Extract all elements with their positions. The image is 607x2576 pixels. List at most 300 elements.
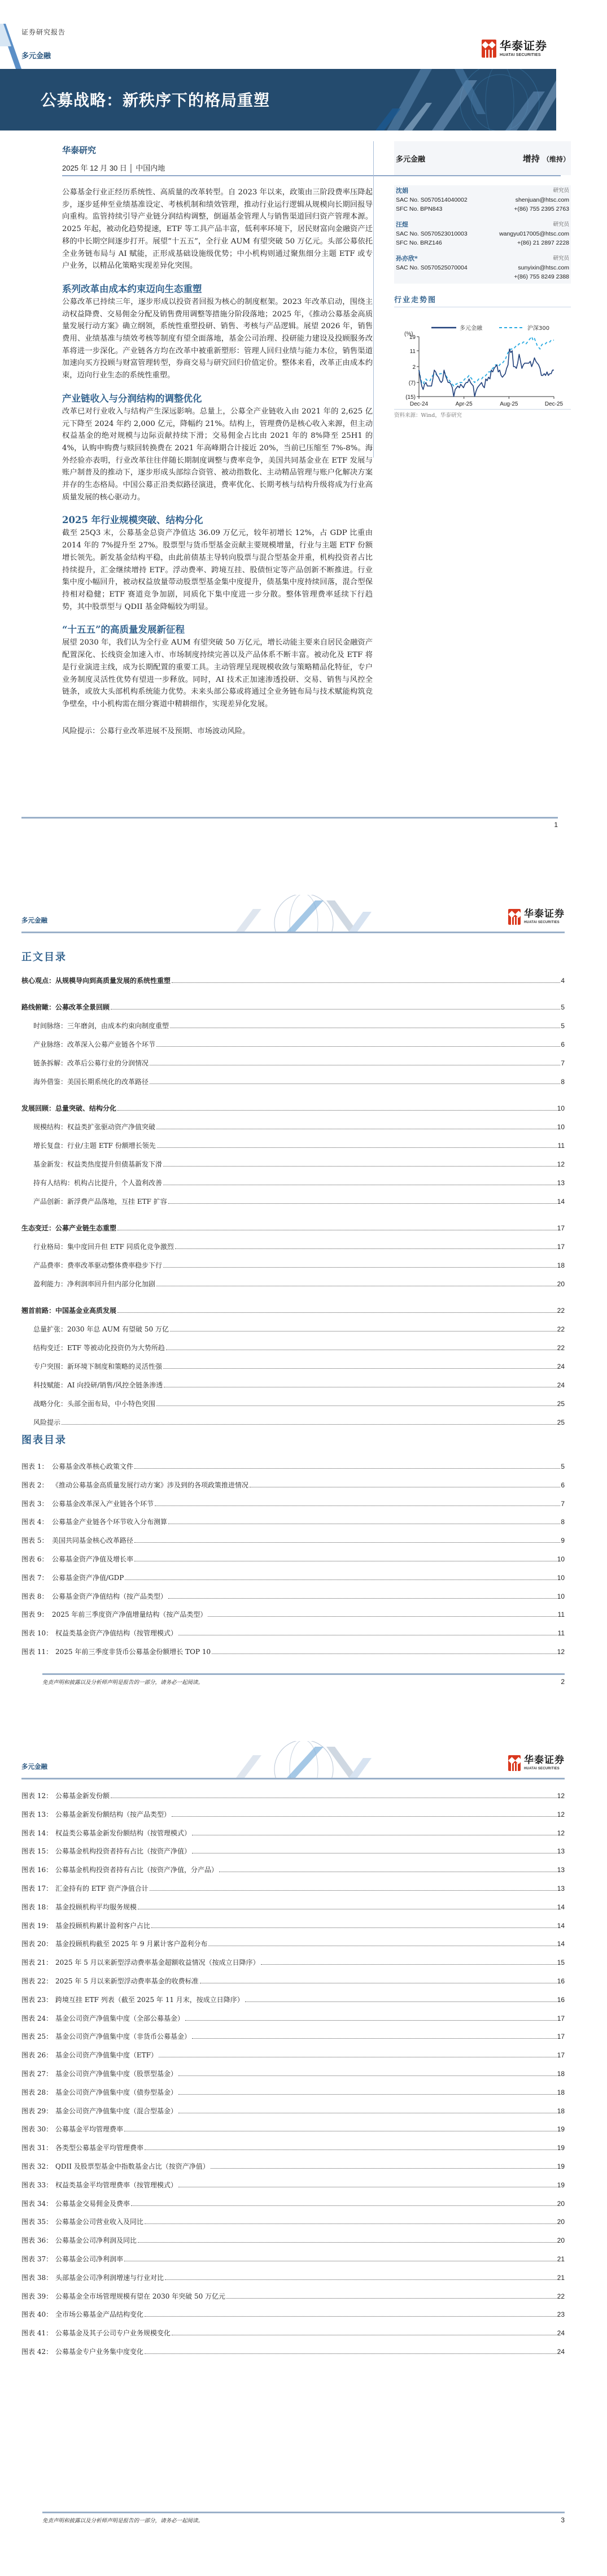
figure-page-number: 21 [557, 2255, 565, 2263]
figure-page-number: 10 [557, 1573, 565, 1582]
toc-entry-title: 产品创新：新浮费产品落地，互挂 ETF 扩容 [33, 1198, 167, 1206]
toc-page-number: 17 [557, 1224, 565, 1232]
figure-toc-link[interactable] [21, 2324, 565, 2343]
figure-toc-link[interactable] [21, 1879, 565, 1898]
toc-leader-dots [245, 2001, 557, 2002]
figure-title: 公募基金资产净值/GDP [52, 1573, 124, 1582]
toc-leader-dots [125, 1579, 556, 1580]
rating-text: 增持 [522, 153, 540, 164]
toc-chapter-link[interactable] [21, 1302, 565, 1320]
figure-title: 公募基金新发份额 [55, 1792, 110, 1800]
figure-toc-link[interactable] [21, 2250, 565, 2269]
toc-leader-dots [62, 1424, 557, 1425]
toc-section-link[interactable] [21, 1073, 565, 1091]
analyst-phone: +(86) 755 8249 2388 [514, 273, 569, 280]
footer-divider [42, 1673, 565, 1675]
figure-page-number: 18 [557, 2088, 565, 2096]
figure-toc-link[interactable] [21, 1935, 565, 1953]
toc-leader-dots [165, 2279, 557, 2280]
toc-leader-dots [151, 1927, 557, 1928]
figure-title: QDII 及股票型基金中指数基金占比（按资产净值） [55, 2162, 209, 2170]
figure-label: 图表 8： [21, 1592, 49, 1600]
figure-title: 权益类公募基金新发份额结构（按管理模式） [55, 1829, 191, 1837]
figure-toc-link[interactable] [21, 1569, 565, 1587]
analyst-phone: +(86) 755 2395 2763 [514, 206, 569, 212]
toc-chapter-link[interactable] [21, 972, 565, 990]
y-tick-label: 2 [412, 364, 416, 371]
figure-label: 图表 38： [21, 2273, 53, 2282]
figure-label: 图表 32： [21, 2162, 53, 2170]
toc-section-link[interactable] [21, 1256, 565, 1275]
toc-leader-dots [134, 1468, 560, 1469]
figure-toc-link[interactable] [21, 2231, 565, 2250]
figure-page-number: 19 [557, 2162, 565, 2170]
toc-page-number: 6 [561, 1041, 565, 1048]
page-number: 2 [561, 1678, 565, 1686]
section-body: 改革已对行业收入与结构产生深远影响。总量上，公募全产业链收入由 2021 年的 2,625 亿元下降至 2024 年约 2,000 亿元，降幅约 21%。结构上，管理费仍是核心收入来源，但主动权益基金的绝对规模与边际贡献持续下滑；交易佣金占比由 2021 年的 8%降至 25H1 的 4%，认购申购费与赎回转换费在 2021 年高峰期合计接近 20%，当前已压缩至 7%-8%。海外经验亦表明，行业改革往往伴随长期制度调整与费率竞争，美国共同基金业在 ETF 发展与账户制普及的推动下，逐步形成头部综合资管、被动指数化、主动精品管理与账户化解决方案并存的生态格局。中国公募正沿类似路径演进，费率优化、长期考核与结构升级将成为行业高质量发展的核心驱动力。 [62, 407, 373, 502]
figure-page-number: 12 [557, 1647, 565, 1656]
figure-label: 图表 29： [21, 2107, 53, 2115]
figure-label: 图表 40： [21, 2310, 53, 2319]
corner-stripe-decoration [0, 24, 23, 69]
figure-title: 基金公司资产净值集中度（股票型基金） [55, 2069, 178, 2078]
figure-label: 图表 15： [21, 1847, 53, 1856]
analyst-sac: SAC No. S0570514040002 [396, 197, 468, 203]
toc-leader-dots [117, 1312, 557, 1313]
figure-label: 图表 21： [21, 1959, 53, 1967]
figure-toc-link[interactable] [21, 2065, 565, 2083]
section-body: 展望 2030 年，我们认为全行业 AUM 有望突破 50 万亿元，增长动能主要来自居民金融资产配置深化、长线资金加速入市、市场制度持续完善以及产品体系不断丰富。被动化及 ETF 将是行业演进主线，成为长期配置的重要工具。主动管理呈现规模收敛与策略精品化特征，专户业务制度灵活性优势有望进一步释放。同时，AI 技术正加速渗透投研、交易、销售与风控全链条，或放大头部机构系统能力优势。未来头部公募或将通过全业务链布局与技术赋能构筑竞争壁垒，中小机构需在细分赛道中精耕细作，实现差异化发展。 [62, 638, 373, 708]
figure-label: 图表 28： [21, 2088, 53, 2096]
footer-divider [42, 2512, 565, 2513]
figure-toc-link[interactable] [21, 2102, 565, 2121]
toc-leader-dots [145, 2223, 557, 2224]
figure-toc-link[interactable] [21, 2046, 565, 2065]
figure-label: 图表 35： [21, 2218, 53, 2226]
figure-title: 公募基金专户业务集中度变化 [55, 2347, 144, 2356]
figure-title: 公募基金及其子公司专户业务规模变化 [55, 2329, 171, 2338]
analyst-email[interactable]: shenjuan@htsc.com [515, 197, 569, 203]
report-title: 公募战略：新秩序下的格局重塑 [41, 91, 270, 110]
toc-section-link[interactable] [21, 1413, 565, 1432]
section-heading: 2025 年行业规模突破、结构分化 [62, 515, 203, 526]
research-org: 华泰研究 [62, 145, 97, 155]
toc-leader-dots [211, 2168, 557, 2169]
figure-title: 基金公司资产净值集中度（债券型基金） [55, 2088, 178, 2096]
figure-label: 图表 27： [21, 2069, 53, 2078]
toc-page-number: 20 [557, 1280, 565, 1288]
toc-leader-dots [156, 1046, 560, 1047]
huatai-logo-icon [482, 40, 496, 58]
footer-disclaimer: 免责声明和披露以及分析师声明是报告的一部分，请务必一起阅读。 [42, 1679, 204, 1686]
figures-toc-list [21, 1787, 565, 2361]
toc-entry-title: 风险提示 [33, 1418, 61, 1426]
toc-page-number: 7 [561, 1059, 565, 1067]
figure-toc-link[interactable] [21, 2009, 565, 2028]
toc-entry-title: 专户突围：新环境下制度和策略的灵活性强 [33, 1363, 163, 1370]
toc-section-link[interactable] [21, 1017, 565, 1035]
banner-decoration [263, 69, 556, 130]
header-globe-decoration [236, 895, 394, 932]
trend-chart-svg [394, 307, 571, 409]
figure-page-number: 14 [557, 1921, 565, 1930]
toc-page-number: 24 [557, 1363, 565, 1370]
figure-toc-link[interactable] [21, 1787, 565, 1805]
toc-page-number: 18 [557, 1261, 565, 1269]
huatai-logo [482, 40, 547, 58]
figure-title: 各类型公募基金平均管理费率 [55, 2144, 144, 2152]
figure-toc-link[interactable] [21, 2157, 565, 2176]
figure-toc-link[interactable] [21, 1917, 565, 1935]
toc-leader-dots [145, 2353, 557, 2354]
figure-title: 权益类基金平均管理费率（按管理模式） [55, 2181, 178, 2189]
huatai-logo [508, 909, 565, 925]
figure-toc-link[interactable] [21, 1824, 565, 1843]
figure-page-number: 18 [557, 2107, 565, 2115]
figure-toc-link[interactable] [21, 1898, 565, 1917]
figure-title: 跨境互挂 ETF 列表（截至 2025 年 11 月末，按成立日降序） [55, 1995, 244, 2004]
rating-value [523, 153, 570, 164]
figure-toc-link[interactable] [21, 2269, 565, 2287]
toc-page-number: 10 [557, 1104, 565, 1112]
toc-section-link[interactable] [21, 1118, 565, 1137]
figure-title: 基金公司资产净值集中度（ETF） [55, 2051, 158, 2060]
toc-entry-title: 海外借鉴：美国长期系统化的改革路径 [33, 1078, 149, 1086]
analyst-card [396, 186, 569, 214]
figure-toc-link[interactable] [21, 1550, 565, 1569]
figure-title: 美国共同基金核心改革路径 [52, 1537, 134, 1545]
figure-page-number: 7 [561, 1499, 565, 1508]
y-axis-label: (%) [404, 331, 413, 337]
figure-toc-link[interactable] [21, 2287, 565, 2306]
figure-page-number: 15 [557, 1959, 565, 1967]
analyst-sac: SAC No. S0570525070004 [396, 264, 468, 271]
header-sector: 多元金融 [21, 916, 47, 924]
logo-en-text: HUATAI SECURITIES [500, 53, 541, 57]
analyst-name: 沈娟 [396, 187, 408, 194]
figure-label: 图表 2： [21, 1481, 49, 1489]
huatai-logo-icon [508, 1755, 521, 1771]
title-banner [0, 69, 556, 130]
figure-page-number: 10 [557, 1592, 565, 1600]
header-sector: 多元金融 [21, 1763, 47, 1770]
figure-page-number: 24 [557, 2347, 565, 2356]
logo-cn-text: 华泰证券 [524, 1755, 565, 1766]
toc-section-link[interactable] [21, 1376, 565, 1395]
figure-toc-link[interactable] [21, 2213, 565, 2231]
figure-title: 公募基金改革深入产业链各个环节 [52, 1499, 154, 1508]
series-line-diversified-finance [419, 349, 554, 397]
logo-cn-text: 华泰证券 [524, 908, 565, 920]
figure-page-number: 14 [557, 1940, 565, 1948]
figure-toc-link[interactable] [21, 1842, 565, 1861]
figure-label: 图表 36： [21, 2236, 53, 2245]
figure-title: 基金投顾机构截至 2025 年 9 月累计客户盈利分布 [55, 1940, 208, 1948]
analyst-email[interactable]: sunyixin@htsc.com [518, 264, 569, 271]
figure-label: 图表 18： [21, 1903, 53, 1911]
figure-title: 全市场公募基金产品结构变化 [55, 2310, 144, 2319]
figure-page-number: 22 [557, 2292, 565, 2300]
toc-entry-title: 战略分化：头部全面布局，中小特色突围 [33, 1400, 156, 1408]
figure-toc-link[interactable] [21, 2027, 565, 2046]
toc-entry-title: 路线俯瞰：公募改革全景回顾 [21, 1003, 110, 1011]
toc-leader-dots [145, 2149, 557, 2150]
y-tick-label: (15) [405, 394, 416, 401]
toc-chapter-link[interactable] [21, 998, 565, 1017]
toc-section-link[interactable] [21, 1238, 565, 1256]
toc-section-link[interactable] [21, 1193, 565, 1211]
page-number: 1 [554, 821, 558, 829]
figure-label: 图表 6： [21, 1555, 49, 1563]
running-header [21, 1729, 565, 1779]
figure-title: 公募基金平均管理费率 [55, 2125, 124, 2134]
sector-label: 多元金融 [21, 52, 51, 60]
toc-page-number: 17 [557, 1243, 565, 1251]
toc-leader-dots [208, 1616, 557, 1617]
analyst-phone: +(86) 21 2897 2228 [517, 240, 569, 246]
figure-label: 图表 41： [21, 2329, 53, 2338]
toc-page-number: 11 [557, 1142, 565, 1150]
huatai-logo-icon [508, 909, 521, 925]
figure-title: 基金投顾机构累计盈利客户占比 [55, 1921, 151, 1930]
toc-leader-dots [157, 1147, 557, 1148]
figure-toc-link[interactable] [21, 1861, 565, 1879]
analyst-email[interactable]: wangyu017005@htsc.com [499, 230, 569, 237]
report-date-region: 2025 年 12 月 30 日 │ 中国内地 [62, 164, 165, 172]
figure-label: 图表 24： [21, 2014, 53, 2022]
toc-leader-dots [172, 982, 560, 983]
toc-section-link[interactable] [21, 1054, 565, 1073]
figure-page-number: 20 [557, 2199, 565, 2208]
running-header [21, 847, 565, 933]
sidebar [394, 141, 571, 419]
toc-entry-title: 结构变迁：ETF 等被动化投资仍为大势所趋 [33, 1344, 165, 1352]
doc-type-label: 证券研究报告 [21, 28, 66, 36]
analyst-title: 研究员 [553, 255, 569, 262]
figure-toc-link[interactable] [21, 1457, 565, 1476]
toc-section-link[interactable] [21, 1137, 565, 1155]
toc-entry-title: 行业格局：集中度回升但 ETF 同质化竞争激烈 [33, 1243, 174, 1251]
analyst-name: 汪煜 [396, 221, 408, 228]
toc-section-link[interactable] [21, 1320, 565, 1339]
toc-leader-dots [163, 1368, 557, 1369]
toc-leader-dots [155, 1505, 560, 1506]
figure-page-number: 14 [557, 1903, 565, 1911]
figure-label: 图表 9： [21, 1611, 49, 1619]
figure-title: 公募基金机构投资者持有占比（按资产净值） [55, 1847, 191, 1856]
toc-page-number: 14 [557, 1198, 565, 1206]
toc-entry-title: 总量扩张：2030 年总 AUM 有望破 50 万亿 [33, 1325, 169, 1333]
figure-toc-link[interactable] [21, 1624, 565, 1643]
figure-label: 图表 7： [21, 1573, 49, 1582]
section-body: 截至 25Q3 末，公募基金总资产净值达 36.09 万亿元，较年初增长 12%，占 GDP 比重由 2014 年的 7%提升至 27%。股票型与货币型基金贡献主要规模增量，行业与主题 ETF 份额增长领先。新发基金结构平稳，由此前债基主导转向股票与混合型基金并重，机构投资者占比持续提升，汇金继续增持 ETF。浮动费率、跨境互挂、股债恒定等产品创新不断推进。行业集中度小幅回升，被动权益放量带动股票型基金集中度提升，债基集中度持续回落，混合型保持相对稳健；ETF 赛道竞争加剧，同质化下集中度进一步分散。整体管理费率延续下行趋势，其中股票型与 QDII 基金降幅较为明显。 [62, 529, 373, 611]
figure-title: 《推动公募基金高质量发展行动方案》涉及到的各项政策推进情况 [52, 1481, 249, 1489]
figure-title: 基金公司资产净值集中度（非货币公募基金） [55, 2033, 191, 2041]
figure-toc-link[interactable] [21, 1531, 565, 1550]
figure-label: 图表 12： [21, 1792, 53, 1800]
legend-label-series-1: 多元金融 [460, 325, 482, 332]
toc-leader-dots [175, 1248, 557, 1249]
figure-label: 图表 25： [21, 2033, 53, 2041]
figure-toc-link[interactable] [21, 1953, 565, 1972]
figure-page-number: 23 [557, 2310, 565, 2319]
figure-label: 图表 3： [21, 1499, 49, 1508]
figure-page-number: 5 [561, 1463, 565, 1470]
figure-page-number: 21 [557, 2273, 565, 2282]
figure-toc-link[interactable] [21, 1643, 565, 1661]
toc-section-link[interactable] [21, 1339, 565, 1357]
risk-warning: 风险提示：公募行业改革进展不及预期、市场波动风险。 [62, 726, 250, 736]
toc-entry-title: 生态变迁：公募产业链生态重塑 [21, 1224, 117, 1232]
figure-label: 图表 23： [21, 1995, 53, 2004]
figure-toc-link[interactable] [21, 2176, 565, 2195]
figure-toc-link[interactable] [21, 1587, 565, 1606]
figure-page-number: 12 [557, 1810, 565, 1818]
figure-title: 2025 年 5 月以来新型浮动费率基金的收费标准 [55, 1977, 199, 1985]
figure-page-number: 13 [557, 1847, 565, 1856]
figure-toc-link[interactable] [21, 2139, 565, 2157]
figure-title: 公募基金产业链各个环节收入分布测算 [52, 1518, 168, 1526]
figure-label: 图表 42： [21, 2347, 53, 2356]
figure-title: 公募基金公司营业收入及同比 [55, 2218, 144, 2226]
figure-title: 公募基金公司净利润及同比 [55, 2236, 137, 2245]
figure-toc-link[interactable] [21, 1972, 565, 1991]
figure-toc-link[interactable] [21, 1605, 565, 1624]
toc-section-link[interactable] [21, 1395, 565, 1413]
analyst-card [396, 220, 569, 247]
figure-label: 图表 5： [21, 1537, 49, 1545]
figure-toc-link[interactable] [21, 2083, 565, 2102]
toc-entry-title: 产业脉络：改革深入公募产业链各个环节 [33, 1041, 156, 1048]
header-globe-decoration [236, 1741, 394, 1778]
page-3 [0, 1729, 607, 2576]
figure-label: 图表 1： [21, 1463, 49, 1470]
figure-toc-link[interactable] [21, 1991, 565, 2009]
rating-box [394, 141, 571, 175]
figures-toc-list [21, 1457, 565, 1661]
figure-label: 图表 20： [21, 1940, 53, 1948]
chart-source: 资料来源：Wind，华泰研究 [394, 409, 571, 419]
toc-leader-dots [134, 1542, 560, 1543]
trend-chart-title: 行业走势图 [394, 294, 571, 307]
figure-title: 2025 年前三季度资产净值增量结构（按产品类型） [52, 1611, 207, 1619]
section-heading: “十五五”的高质量发展新征程 [62, 624, 185, 636]
toc-leader-dots [138, 2242, 557, 2243]
figure-toc-link[interactable] [21, 2195, 565, 2213]
figure-page-number: 16 [557, 1995, 565, 2004]
analyst-sac: SAC No. S0570523010003 [396, 230, 468, 237]
toc-page-number: 25 [557, 1418, 565, 1426]
figure-page-number: 17 [557, 2033, 565, 2041]
figure-title: 2025 年前三季度非货币公募基金份额增长 TOP 10 [55, 1647, 211, 1656]
toc-page-number: 25 [557, 1400, 565, 1408]
figure-toc-link[interactable] [21, 1495, 565, 1513]
toc-page-number: 22 [557, 1325, 565, 1333]
rating-sector: 多元金融 [396, 155, 426, 164]
figure-page-number: 13 [557, 1884, 565, 1892]
toc-chapter-link[interactable] [21, 1219, 565, 1238]
figure-label: 图表 16： [21, 1866, 53, 1874]
toc-entry-title: 增长复盘：行业/主题 ETF 份额增长领先 [33, 1142, 156, 1150]
toc-section-link[interactable] [21, 1357, 565, 1376]
figure-page-number: 17 [557, 2051, 565, 2060]
figure-title: 基金投顾机构平均服务规模 [55, 1903, 137, 1911]
figure-page-number: 6 [561, 1481, 565, 1489]
figure-title: 公募基金机构投资者持有占比（按资产净值，分产品） [55, 1866, 219, 1874]
toc-page-number: 13 [557, 1179, 565, 1187]
figure-page-number: 16 [557, 1977, 565, 1985]
figure-page-number: 11 [557, 1611, 565, 1619]
toc-section-link[interactable] [21, 1035, 565, 1054]
figure-toc-link[interactable] [21, 1476, 565, 1495]
toc-section-link[interactable] [21, 1174, 565, 1193]
figure-label: 图表 26： [21, 2051, 53, 2060]
toc-chapter-link[interactable] [21, 1099, 565, 1118]
figure-page-number: 19 [557, 2144, 565, 2152]
figure-page-number: 18 [557, 2069, 565, 2078]
toc-leader-dots [163, 1166, 557, 1167]
toc-section-link[interactable] [21, 1155, 565, 1174]
figure-label: 图表 10： [21, 1629, 53, 1638]
section-heading: 系列改革由成本约束迈向生态重塑 [62, 283, 202, 294]
figure-toc-link[interactable] [21, 2305, 565, 2324]
figure-title: 头部基金公司净利润增速与行业对比 [55, 2273, 164, 2282]
main-column [62, 186, 373, 737]
toc-leader-dots [145, 2316, 557, 2317]
toc-page-number: 10 [557, 1123, 565, 1131]
figure-label: 图表 22： [21, 1977, 53, 1985]
figure-toc-link[interactable] [21, 2120, 565, 2139]
column-divider [373, 141, 374, 458]
toc-leader-dots [117, 1110, 557, 1111]
analyst-sfc: SFC No. BPN843 [396, 206, 443, 212]
figure-toc-link[interactable] [21, 1805, 565, 1824]
figure-label: 图表 11： [21, 1647, 53, 1656]
figure-toc-link[interactable] [21, 1513, 565, 1531]
toc-list [21, 972, 565, 1432]
toc-entry-title: 翘首前路：中国基金业高质发展 [21, 1307, 117, 1315]
toc-section-link[interactable] [21, 1275, 565, 1294]
figure-label: 图表 34： [21, 2199, 53, 2208]
toc-page-number: 8 [561, 1078, 565, 1086]
figure-label: 图表 17： [21, 1884, 53, 1892]
figure-title: 汇金持有的 ETF 资产净值合计 [55, 1884, 149, 1892]
toc-leader-dots [150, 1890, 557, 1891]
logo-en-text: HUATAI SECURITIES [524, 921, 560, 924]
toc-page-number: 12 [557, 1160, 565, 1168]
toc-title: 正文目录 [21, 951, 67, 963]
toc-leader-dots [168, 1598, 557, 1599]
figure-page-number: 11 [557, 1629, 565, 1638]
toc-page-number: 5 [561, 1022, 565, 1030]
toc-entry-title: 规模结构：权益类扩张驱动资产净值突破 [33, 1123, 156, 1131]
x-tick-label: Dec-25 [544, 401, 564, 407]
toc-leader-dots [226, 2298, 557, 2299]
figure-page-number: 24 [557, 2329, 565, 2338]
figure-toc-link[interactable] [21, 2343, 565, 2361]
x-tick-label: Dec-24 [409, 401, 429, 407]
figure-label: 图表 39： [21, 2292, 53, 2300]
figure-title: 公募基金交易佣金及费率 [55, 2199, 130, 2208]
x-tick-label: Aug-25 [500, 401, 518, 407]
page-number: 3 [561, 2516, 565, 2524]
toc-entry-title: 盈利能力：净利润率回升但内部分化加剧 [33, 1280, 156, 1288]
figure-page-number: 8 [561, 1518, 565, 1526]
toc-leader-dots [172, 1816, 557, 1817]
toc-entry-title: 基金新发：权益类热度提升但债基新发下滑 [33, 1160, 163, 1168]
analyst-title: 研究员 [553, 221, 569, 228]
toc-entry-title: 持有人结构：机构占比提升，个人盈利改善 [33, 1179, 163, 1187]
